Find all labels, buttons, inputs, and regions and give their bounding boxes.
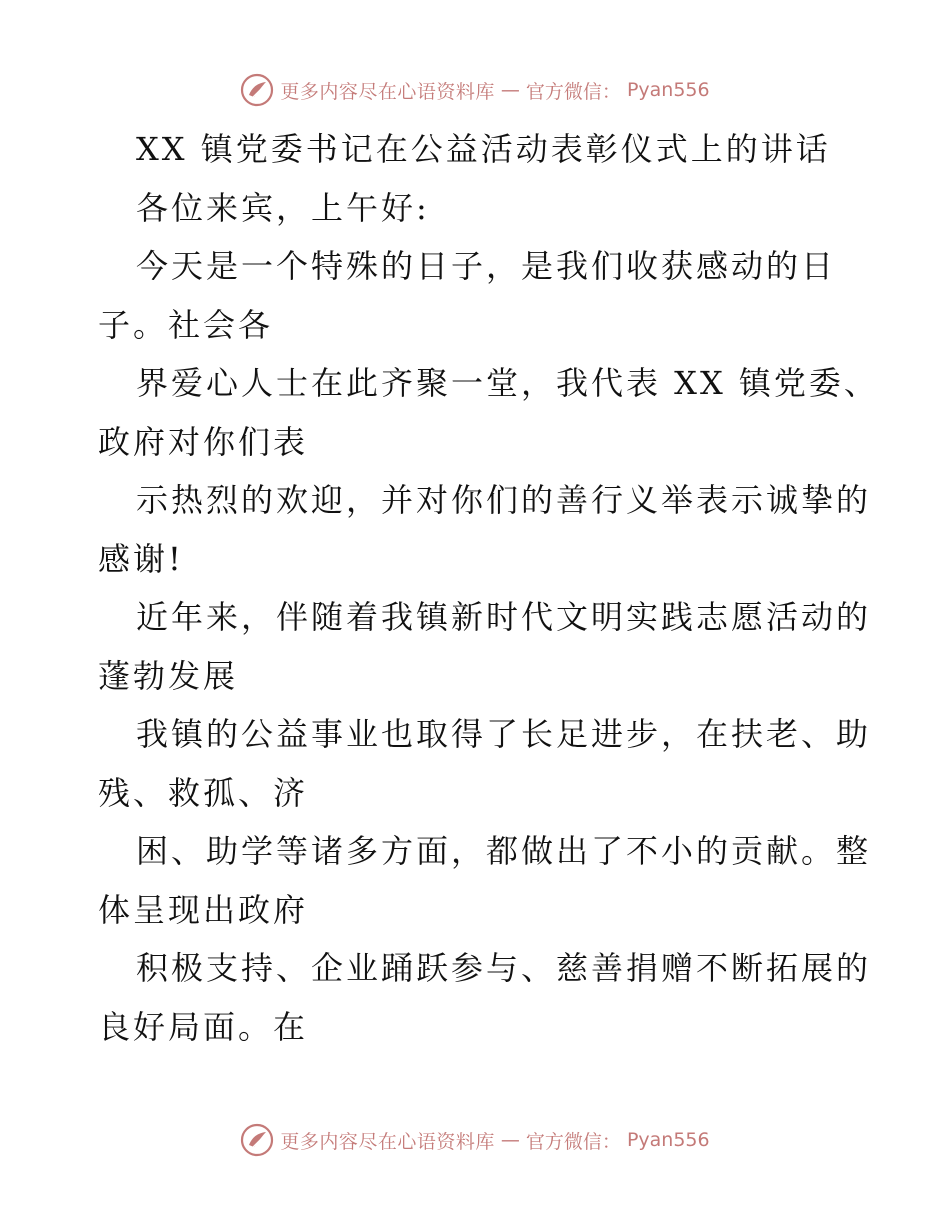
document-title: XX 镇党委书记在公益活动表彰仪式上的讲话 [136,130,831,168]
library-logo-icon [240,1123,274,1157]
text-line: 蓬勃发展 [98,656,239,695]
text-line: 子。社会各 [98,305,274,344]
text-line: 体呈现出政府 [98,890,309,929]
greeting-line: 各位来宾，上午好: [136,188,430,227]
text-line: 今天是一个特殊的日子，是我们收获感动的日 [136,247,837,285]
watermark-site-text: 更多内容尽在心语资料库 [280,1130,495,1153]
watermark-wechat-label: 官方微信： [525,80,621,103]
footer-watermark [0,1120,950,1160]
text-line: 政府对你们表 [98,422,309,461]
text-line: 感谢! [98,539,184,578]
text-line: 困、助学等诸多方面，都做出了不小的贡献。整 [136,832,872,870]
watermark-separator: — [500,79,520,101]
text-line: 良好局面。在 [98,1007,309,1046]
document-body [98,120,879,1056]
text-line: 近年来，伴随着我镇新时代文明实践志愿活动的 [136,598,872,636]
watermark-separator: — [500,1129,520,1151]
text-line: 界爱心人士在此齐聚一堂，我代表 XX 镇党委、 [136,364,879,402]
text-line: 积极支持、企业踊跃参与、慈善捐赠不断拓展的 [136,949,872,987]
watermark-site-text: 更多内容尽在心语资料库 [280,80,495,103]
text-line: 我镇的公益事业也取得了长足进步，在扶老、助 [136,715,872,753]
watermark-wechat-label: 官方微信： [525,1130,621,1153]
header-watermark [0,70,950,110]
text-line: 残、救孤、济 [98,773,309,812]
watermark-wechat-id: Pyan556 [626,79,710,101]
library-logo-icon [240,73,274,107]
text-line: 示热烈的欢迎，并对你们的善行义举表示诚挚的 [136,481,872,519]
watermark-wechat-id: Pyan556 [626,1129,710,1151]
